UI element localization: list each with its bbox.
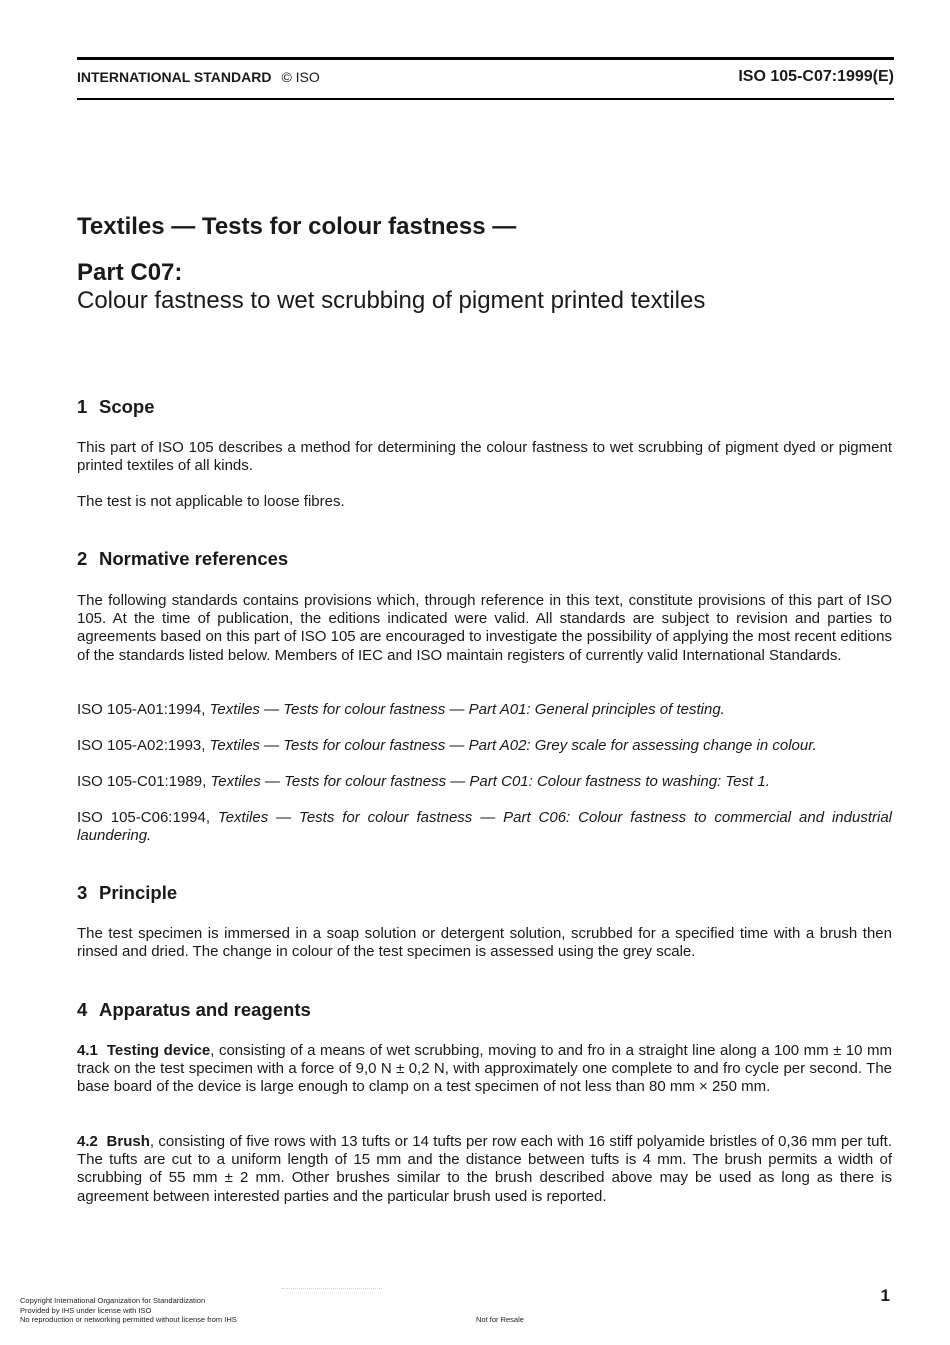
reference-title: Textiles — Tests for colour fastness — Part A02: Grey scale for assessing change in colour.	[209, 737, 817, 754]
title-part: Part C07:	[77, 259, 183, 286]
section-3-number: 3	[77, 882, 88, 903]
footer-not-for-resale: Not for Resale	[476, 1315, 524, 1324]
reference-title: Textiles — Tests for colour fastness — Part A01: General principles of testing.	[209, 701, 725, 718]
section-1-heading	[77, 396, 155, 418]
section-3-heading	[77, 882, 177, 904]
reference-code: ISO 105-C06:1994,	[77, 809, 210, 826]
reference-item	[77, 737, 892, 755]
section-2-heading	[77, 548, 288, 570]
subsection-4-1	[77, 1042, 892, 1097]
footer-copyright	[20, 1296, 237, 1325]
reference-item	[77, 701, 892, 719]
footer-line: Provided by IHS under license with ISO	[20, 1305, 152, 1315]
section-4-number: 4	[77, 999, 88, 1020]
footer-line: Copyright International Organization for Standardization	[20, 1296, 206, 1305]
reference-title: Textiles — Tests for colour fastness — Part C01: Colour fastness to washing: Test 1.	[210, 773, 770, 790]
footer-line: No reproduction or networking permitted without license from IHS	[20, 1315, 237, 1324]
reference-item	[77, 773, 892, 791]
section-4-heading	[77, 999, 311, 1021]
title-line-1: Textiles — Tests for colour fastness —	[77, 213, 517, 240]
header-top-rule	[77, 57, 894, 60]
header-copyright: © ISO	[281, 69, 320, 85]
header-document-id: ISO 105-C07:1999(E)	[738, 68, 894, 85]
reference-code: ISO 105-A01:1994,	[77, 701, 206, 718]
subsection-4-1-text: , consisting of a means of wet scrubbing, moving to and fro in a straight line along a 100 mm ± 10 mm track on the test specimen with a force of 9,0 N ± 0,2 N, with approximately one complete to and fro cycle per second. The base board of the device is large enough to clamp on a test specimen of not less than 80 mm × 250 mm.	[77, 1042, 892, 1096]
section-1-number: 1	[77, 396, 88, 417]
subsection-4-2-term: Brush	[106, 1133, 150, 1150]
reference-item	[77, 809, 892, 845]
header-bottom-rule	[77, 98, 894, 100]
section-3-title: Principle	[99, 882, 178, 903]
reference-code: ISO 105-A02:1993,	[77, 737, 206, 754]
subsection-4-1-number: 4.1	[77, 1042, 98, 1059]
section-2-number: 2	[77, 548, 88, 569]
reference-title: Textiles — Tests for colour fastness — Part C06: Colour fastness to commercial and industrial laundering.	[77, 809, 892, 845]
faint-watermark-line	[282, 1288, 382, 1290]
subsection-4-2-number: 4.2	[77, 1133, 98, 1150]
subsection-4-1-term: Testing device	[106, 1042, 211, 1059]
reference-code: ISO 105-C01:1989,	[77, 773, 207, 790]
subsection-4-2-text: , consisting of five rows with 13 tufts or 14 tufts per row each with 16 stiff polyamide bristles of 0,36 mm per tuft. The tufts are cut to a uniform length of 15 mm and the distance between tufts is 4 mm. The brush permits a width of scrubbing of 55 mm ± 2 mm. Other brushes similar to the brush described above may be used as long as there is agreement between interested parties and the particular brush used is reported.	[77, 1133, 892, 1205]
section-3-paragraph-1: The test specimen is immersed in a soap solution or detergent solution, scrubbed for a specified time with a brush then rinsed and dried. The change in colour of the test specimen is assessed using the grey scale.	[77, 925, 892, 961]
page-number: 1	[880, 1286, 890, 1305]
section-1-paragraph-2: The test is not applicable to loose fibres.	[77, 493, 345, 510]
header-left	[77, 69, 320, 85]
section-2-title: Normative references	[99, 548, 289, 569]
header-standard-label: INTERNATIONAL STANDARD	[77, 69, 272, 85]
section-1-paragraph-1: This part of ISO 105 describes a method for determining the colour fastness to wet scrubbing of pigment dyed or pigment printed textiles of all kinds.	[77, 439, 892, 475]
section-4-title: Apparatus and reagents	[99, 999, 311, 1020]
title-subtitle: Colour fastness to wet scrubbing of pigment printed textiles	[77, 287, 706, 314]
subsection-4-2	[77, 1133, 892, 1206]
section-1-title: Scope	[99, 396, 155, 417]
section-2-paragraph-1: The following standards contains provisions which, through reference in this text, constitute provisions of this part of ISO 105. At the time of publication, the editions indicated were valid. All standards are subject to revision and parties to agreements based on this part of ISO 105 are encouraged to investigate the possibility of applying the most recent editions of the standards listed below. Members of IEC and ISO maintain registers of currently valid International Standards.	[77, 592, 892, 664]
